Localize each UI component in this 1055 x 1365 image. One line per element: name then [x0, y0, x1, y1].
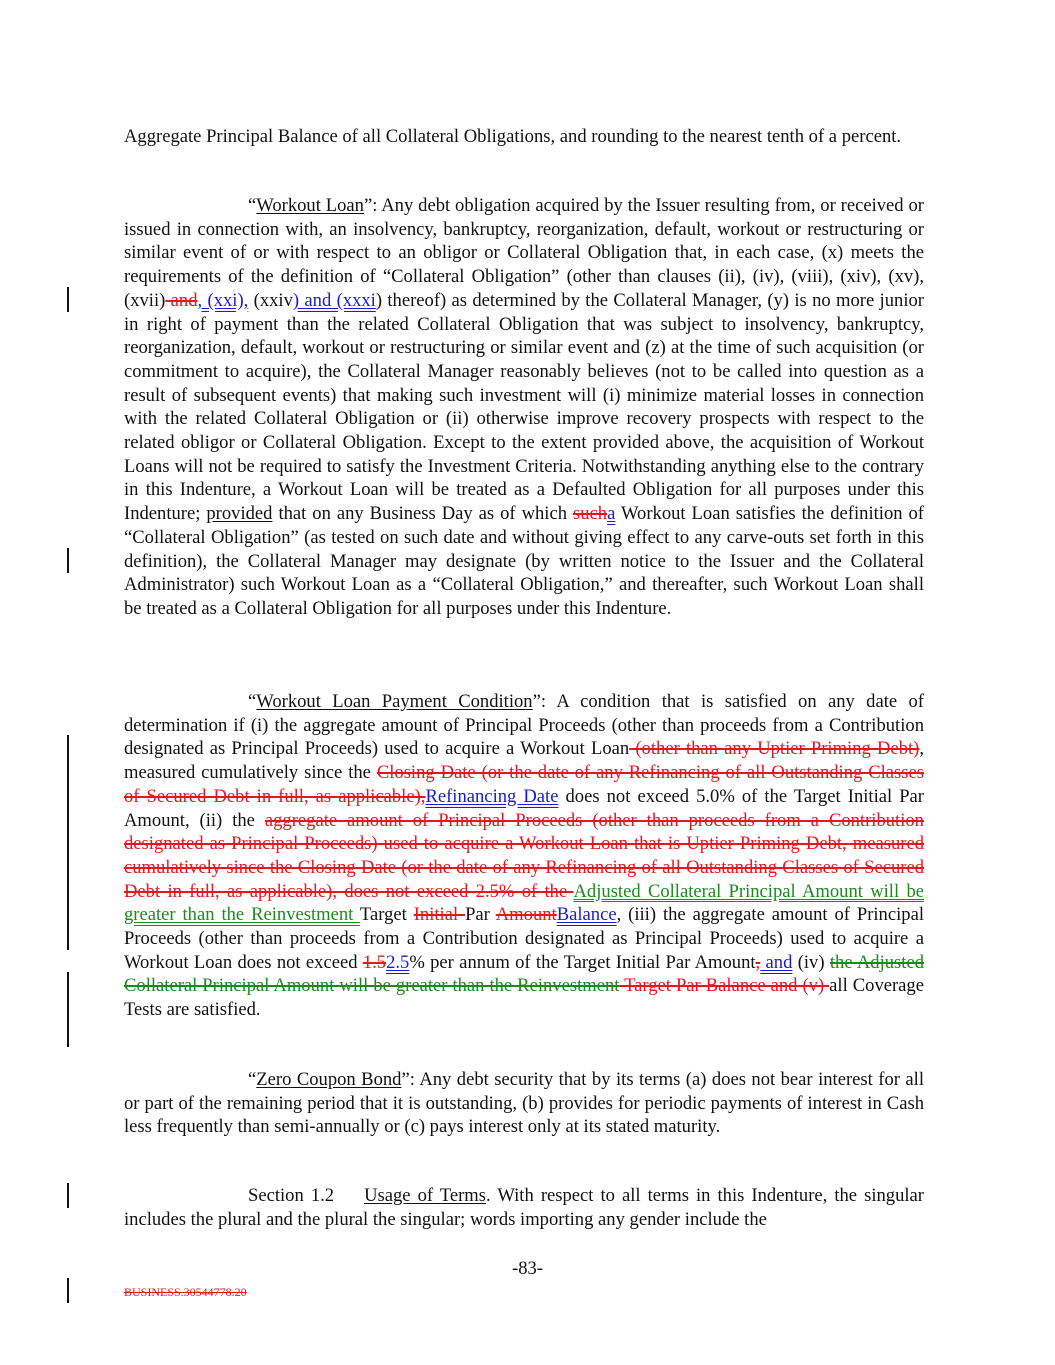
change-bar: [67, 1183, 69, 1208]
section-1-2: Section 1.2 Usage of Terms. With respect to all terms in this Indenture, the singular includes the plural and the plural the singular; words importing any gender include the: [124, 1185, 925, 1230]
insertion: Balance: [556, 904, 617, 926]
change-bar: [67, 548, 69, 573]
moved-insertion: Adjusted Collateral Principal Amount will be greater than the Reinvestment: [124, 880, 924, 926]
deletion: Initial: [413, 904, 466, 926]
change-bar: [67, 287, 69, 312]
insertion: Refinancing Date: [425, 785, 559, 807]
deletion: Closing Date (or the date of any Refinancing of all Outstanding Classes of Secured Debt in full, as applicable),: [124, 762, 924, 807]
deletion: Target Par Balance and (v): [619, 975, 830, 997]
change-bar: [67, 1278, 69, 1303]
deletion: (other than any Uptier Priming Debt): [629, 738, 920, 760]
deletion: aggregate amount of Principal Proceeds (other than proceeds from a Contribution designated as Principal Proceeds) used to acquire a Workout Loan that is Uptier Priming Debt, measured cumulatively since the Closing Date (or the date of any Refinancing of all Outstanding Classes of Secured Debt in full, as applicable), does not exceed 2.5% of the: [124, 809, 924, 902]
insertion: , (xxi),: [197, 289, 249, 311]
insertion: 2.5: [386, 951, 410, 973]
deletion: ,: [755, 951, 761, 973]
insertion: ) and (xxxi: [292, 289, 376, 311]
deletion: such: [572, 503, 608, 525]
provided-term: provided: [206, 503, 273, 525]
defined-term: Zero Coupon Bond: [256, 1069, 402, 1090]
definition-zero-coupon-bond: “Zero Coupon Bond”: Any debt security that by its terms (a) does not bear interest for all or part of the remaining period that it is outstanding, (b) provides for periodic payments of interest in Cash less frequently than semi-annually or (c) pays interest only at its stated maturity.: [124, 1069, 924, 1138]
deletion: 1.5: [362, 951, 387, 973]
page-number: -83-: [512, 1258, 543, 1279]
definition-workout-loan-payment-condition: “Workout Loan Payment Condition”: A condition that is satisfied on any date of determination if (i) the aggregate amount of Principal Proceeds (other than proceeds from a Contribution designated as Principal Proceeds) used to acquire a Workout Loan (other than any Uptier Priming Debt), measured cumulatively since the Closing Date (or the date of any Refinancing of all Outstanding Classes of Secured Debt in full, as applicable),Refinancing Date does not exceed 5.0% of the Target Initial Par Amount, (ii) the aggregate amount of Principal Proceeds (other than proceeds from a Contribution designated as Principal Proceeds) used to acquire a Workout Loan that is Uptier Priming Debt, measured cumulatively since the Closing Date (or the date of any Refinancing of all Outstanding Classes of Secured Debt in full, as applicable), does not exceed 2.5% of the Adjusted Collateral Principal Amount will be greater than the Reinvestment Target Initial Par AmountBalance, (iii) the aggregate amount of Principal Proceeds (other than proceeds from a Contribution designated as Principal Proceeds) used to acquire a Workout Loan does not exceed 1.52.5% per annum of the Target Initial Par Amount, and (iv) the Adjusted Collateral Principal Amount will be greater than the Reinvestment Target Par Balance and (v) all Coverage Tests are satisfied.: [124, 691, 925, 1021]
section-heading: Usage of Terms: [364, 1185, 486, 1206]
paragraph-continuation: [124, 125, 924, 149]
definition-workout-loan: “Workout Loan”: Any debt obligation acquired by the Issuer resulting from, or received or issued in connection with, an insolvency, bankruptcy, reorganization, default, workout or restructuring or similar event of or with respect to an obligor or Collateral Obligation that, in each case, (x) meets the requirements of the definition of “Collateral Obligation” (other than clauses (ii), (iv), (viii), (xiv), (xv), (xvii) and, (xxi), (xxiv) and (xxxi) thereof) as determined by the Collateral Manager, (y) is no more junior in right of payment than the related Collateral Obligation that was subject to insolvency, bankruptcy, reorganization, default, workout or restructuring or similar event and (z) at the time of such acquisition (or commitment to acquire), the Collateral Manager reasonably believes (not to be called into question as a result of subsequent events) that making such investment will (i) minimize material losses in connection with the related Collateral Obligation or (ii) otherwise improve recovery prospects with respect to the related obligor or Collateral Obligation. Except to the extent provided above, the acquisition of Workout Loans will not be required to satisfy the Investment Criteria. Notwithstanding anything else to the contrary in this Indenture, a Workout Loan will be treated as a Defaulted Obligation for all purposes under this Indenture; provided that on any Business Day as of which sucha Workout Loan satisfies the definition of “Collateral Obligation” (as tested on such date and without giving effect to any carve-outs set forth in this definition), the Collateral Manager may designate (by written notice to the Issuer and the Collateral Administrator) such Workout Loan as a “Collateral Obligation,” and thereafter, such Workout Loan shall be treated as a Collateral Obligation for all purposes under this Indenture.: [124, 195, 924, 619]
deletion: Amount: [495, 904, 557, 926]
section-label: Section 1.2: [248, 1185, 335, 1206]
paragraph-text: Aggregate Principal Balance of all Collateral Obligations, and rounding to the nearest tenth of a percent.: [124, 126, 902, 147]
document-id: BUSINESS.30544778.20: [124, 1285, 247, 1299]
change-bar: [67, 972, 69, 1047]
insertion: a: [607, 503, 616, 525]
defined-term: Workout Loan: [256, 195, 364, 216]
change-bar: [67, 735, 69, 950]
moved-deletion: the Adjusted Collateral Principal Amount will be greater than the Reinvestment: [124, 951, 925, 997]
insertion: and: [760, 951, 793, 973]
defined-term: Workout Loan Payment Condition: [256, 691, 533, 712]
deletion: and: [165, 289, 198, 311]
